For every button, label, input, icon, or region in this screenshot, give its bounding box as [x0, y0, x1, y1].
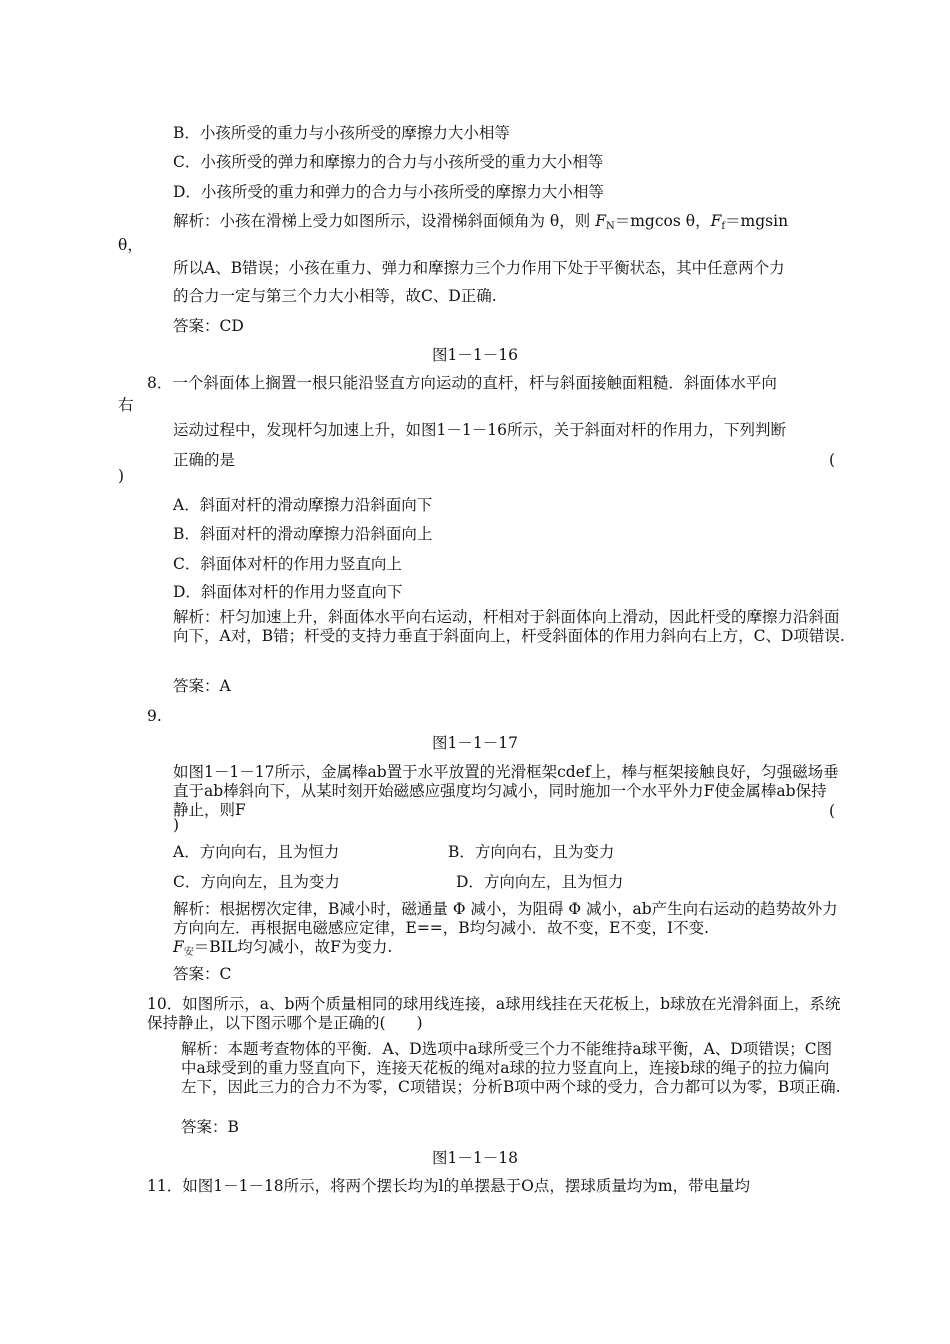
q8-stem-line2: 右: [118, 396, 134, 414]
q8-stem-line1: 8．一个斜面体上搁置一根只能沿竖直方向运动的直杆，杆与斜面接触面粗糙．斜面体水平向: [147, 374, 777, 392]
q8-paren-close: ): [118, 467, 125, 485]
q8-option-a: A．斜面对杆的滑动摩擦力沿斜面向下: [173, 496, 433, 514]
q9-option-b: B．方向向右，且为变力: [448, 843, 615, 861]
q7-option-b: B．小孩所受的重力与小孩所受的摩擦力大小相等: [173, 124, 510, 142]
q7-analysis-line2: θ，: [118, 236, 143, 254]
q11-stem: 11．如图1－1－18所示，将两个摆长均为l的单摆悬于O点，摆球质量均为m，带电量均: [147, 1177, 751, 1195]
q8-stem-line4: 正确的是: [173, 451, 236, 469]
q9-option-c: C．方向向左，且为变力: [173, 873, 340, 891]
q7-analysis-line4: 的合力一定与第三个力大小相等，故C、D正确.: [173, 287, 497, 305]
q9-option-d: D．方向向左，且为恒力: [456, 873, 624, 891]
q9-option-a: A．方向向右，且为恒力: [173, 843, 340, 861]
q7-analysis-line3: 所以A、B错误；小孩在重力、弹力和摩擦力三个力作用下处于平衡状态，其中任意两个力: [173, 259, 785, 277]
q9-answer: 答案：C: [173, 965, 232, 983]
q8-analysis: 解析：杆匀加速上升，斜面体水平向右运动，杆相对于斜面体向上滑动，因此杆受的摩擦力沿斜面向下，A对，B错；杆受的支持力垂直于斜面向上，杆受斜面体的作用力斜向右上方，C、D项错误.: [173, 608, 845, 645]
q10-answer: 答案：B: [181, 1118, 239, 1136]
figure-caption-16: 图1－1－16: [432, 346, 518, 364]
q8-stem-line3: 运动过程中，发现杆匀加速上升，如图1－1－16所示，关于斜面对杆的作用力，下列判断: [173, 421, 786, 439]
q9-number: 9.: [147, 707, 162, 725]
q8-answer: 答案：A: [173, 677, 231, 695]
q9-analysis: 解析：根据楞次定律，B减小时，磁通量 Φ 减小，为阻碍 Φ 减小，ab产生向右运动的趋势故外力方向向左．再根据电磁感应定律，E==，B均匀减小．故不变，E不变，I不变. $F_安=BIL$均匀减小，故F为变力.: [173, 900, 838, 958]
q9-paren-close: ): [173, 816, 180, 834]
q10-stem: 10．如图所示，a、b两个质量相同的球用线连接，a球用线挂在天花板上，b球放在光滑斜面上，系统保持静止，以下图示哪个是正确的( ): [147, 995, 841, 1032]
q9-stem: 如图1－1－17所示，金属棒ab置于水平放置的光滑框架cdef上，棒与框架接触良好，匀强磁场垂直于ab棒斜向下，从某时刻开始磁感应强度均匀减小，同时施加一个水平外力F使金属棒ab保持静止，则F: [173, 763, 839, 819]
q8-option-b: B．斜面对杆的滑动摩擦力沿斜面向上: [173, 525, 433, 543]
q8-paren-open: (: [829, 451, 836, 469]
q7-answer: 答案：CD: [173, 317, 244, 335]
q7-option-d: D．小孩所受的重力和弹力的合力与小孩所受的摩擦力大小相等: [173, 183, 604, 201]
figure-caption-17: 图1－1－17: [432, 734, 518, 752]
q10-analysis: 解析：本题考查物体的平衡．A、D选项中a球所受三个力不能维持a球平衡，A、D项错误；C图中a球受到的重力竖直向下，连接天花板的绳对a球的拉力竖直向上，连接b球的绳子的拉力偏向左下，因此三力的合力不为零，C项错误；分析B项中两个球的受力，合力都可以为零，B项正确.: [181, 1040, 841, 1096]
q8-option-d: D．斜面体对杆的作用力竖直向下: [173, 583, 403, 601]
q7-analysis-line1: 解析：小孩在滑梯上受力如图所示，设滑梯斜面倾角为 θ，则 $F_N=mgcos$ θ，$F_f=mgsin$: [173, 212, 789, 232]
q7-option-c: C．小孩所受的弹力和摩擦力的合力与小孩所受的重力大小相等: [173, 153, 604, 171]
q9-paren-open: (: [829, 802, 836, 820]
q8-option-c: C．斜面体对杆的作用力竖直向上: [173, 555, 402, 573]
figure-caption-18: 图1－1－18: [432, 1149, 518, 1167]
